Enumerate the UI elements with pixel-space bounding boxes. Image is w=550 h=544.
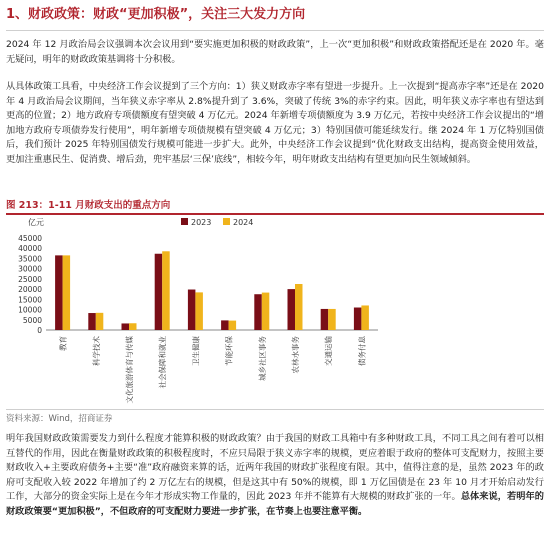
paragraph-3-text: 明年我国财政政策需要发力到什么程度才能算积极的财政政策？由于我国的财政工具箱中有多种财政工具，不同工具之间有着可以相互替代的作用，因此在衡量财政政策的积极程度时，不应只局限于狭义赤字率的规模，更应着眼于政府的整体可支配财力，按照主要财政收入+主要政府债务+主要“准”政府融资来算的话，近两年我国的财政扩张程度有限。其中，值得注意的是，虽然 2023 年的政府可支配收入较 2022 年增加了约 2 万亿左右的规模，但是这其中有 50%的规模，即 1 万亿国债是在 23 年 10 月才开始启动发行工作，大部分的资金实际上是在今年才形成实物工作量的，因此 2023 年并不能算有大规模的财政扩张的一年。: [6, 433, 544, 503]
bar-2024-教育: [63, 255, 71, 330]
bar-2023-教育: [55, 255, 63, 330]
legend-swatch-2024: [223, 218, 230, 225]
x-category-label: 农林水事务: [291, 336, 300, 374]
y-tick-label: 5000: [22, 315, 42, 325]
legend-label-2023: 2023: [191, 218, 212, 227]
x-category-label: 债务付息: [357, 336, 367, 366]
bar-2024-城乡社区事务: [262, 293, 270, 330]
paragraph-1: 2024 年 12 月政治局会议强调本次会议用到“要实施更加积极的财政政策”，上一次“更加积极”和财政政策搭配还是在 2020 年。毫无疑问，明年的财政政策基调将十分积极。: [6, 39, 544, 65]
bar-2023-科学技术: [88, 313, 96, 330]
x-category-label: 社会保障和就业: [158, 336, 168, 389]
y-tick-label: 25000: [18, 274, 42, 284]
bar-2023-卫生健康: [188, 290, 196, 330]
bar-2024-交通运输: [328, 309, 336, 330]
bar-2024-农林水事务: [295, 284, 303, 330]
x-category-label: 科学技术: [91, 336, 101, 366]
y-unit-label: 亿元: [28, 218, 44, 227]
paragraph-3: [6, 432, 544, 520]
section-title: 1、财政政策：财政“更加积极”，关注三大发力方向: [6, 4, 544, 31]
y-tick-label: 15000: [18, 295, 42, 305]
bar-2024-科学技术: [96, 313, 104, 330]
bar-chart: [6, 212, 544, 407]
x-category-label: 教育: [58, 336, 68, 351]
figure-source: 资料来源：Wind，招商证券: [6, 409, 544, 424]
x-category-label: 城乡社区事务: [257, 336, 267, 381]
y-tick-label: 35000: [18, 254, 42, 264]
bar-2024-社会保障和就业: [162, 251, 170, 330]
figure-title: 图 213：1-11 月财政支出的重点方向: [6, 197, 544, 215]
y-tick-label: 40000: [18, 244, 42, 254]
bar-2023-债务付息: [354, 308, 362, 330]
bar-2023-交通运输: [321, 309, 329, 330]
legend-swatch-2023: [181, 218, 188, 225]
y-tick-label: 30000: [18, 264, 42, 274]
x-category-label: 卫生健康: [191, 336, 201, 366]
paragraph-3-conclusion: 总体来说，若明年的财政政策要“更加积极”，不但政府的可支配财力要进一步扩张，在节奏上也要注意平衡。: [6, 491, 544, 517]
bar-2024-卫生健康: [195, 292, 203, 330]
bar-2023-节能环保: [221, 320, 229, 330]
bar-2023-文化旅游体育与传媒: [122, 323, 130, 330]
bar-2024-债务付息: [361, 305, 369, 330]
y-tick-label: 10000: [18, 305, 42, 315]
x-category-label: 节能环保: [224, 336, 234, 366]
y-tick-label: 45000: [18, 234, 42, 243]
y-tick-label: 20000: [18, 285, 42, 295]
bar-2023-农林水事务: [288, 289, 296, 330]
paragraph-2: 从具体政策工具看，中央经济工作会议提到了三个方向：1）狭义财政赤字率有望进一步提升。上一次提到“提高赤字率”还是在 2020 年 4 月政治局会议期间，当年狭义赤字率从 2.8%提升到了 3.6%，突破了传统 3%的赤字约束。因此，明年狭义赤字率也有望达到更高的位置；2）地方政府专项债额度有望突破 4 万亿元。2024 年新增专项债额度为 3.9 万亿元，若按中央经济工作会议提出的“增加地方政府专项债券发行使用”，明年新增专项债规模有望突破 4 万亿元；3）特别国债可能延续发行。继 2024 年 1 万亿特别国债后，我们预计 2025 年特别国债发行规模可能进一步扩大。此外，中央经济工作会议提到“优化财政支出结构，提高资金使用效益，更加注重惠民生、促消费、增后劲，兜牢基层‘三保’底线”，相较今年，明年财政支出结构有望更加向民生领域倾斜。: [6, 81, 544, 165]
y-tick-label: 0: [37, 326, 42, 335]
x-category-label: 文化旅游体育与传媒: [125, 336, 134, 404]
bar-2024-节能环保: [229, 321, 237, 330]
bar-2023-城乡社区事务: [254, 294, 261, 330]
legend-label-2024: 2024: [233, 218, 254, 227]
bar-2023-社会保障和就业: [155, 254, 163, 330]
bar-2024-文化旅游体育与传媒: [129, 323, 137, 330]
x-category-label: 交通运输: [324, 336, 334, 366]
